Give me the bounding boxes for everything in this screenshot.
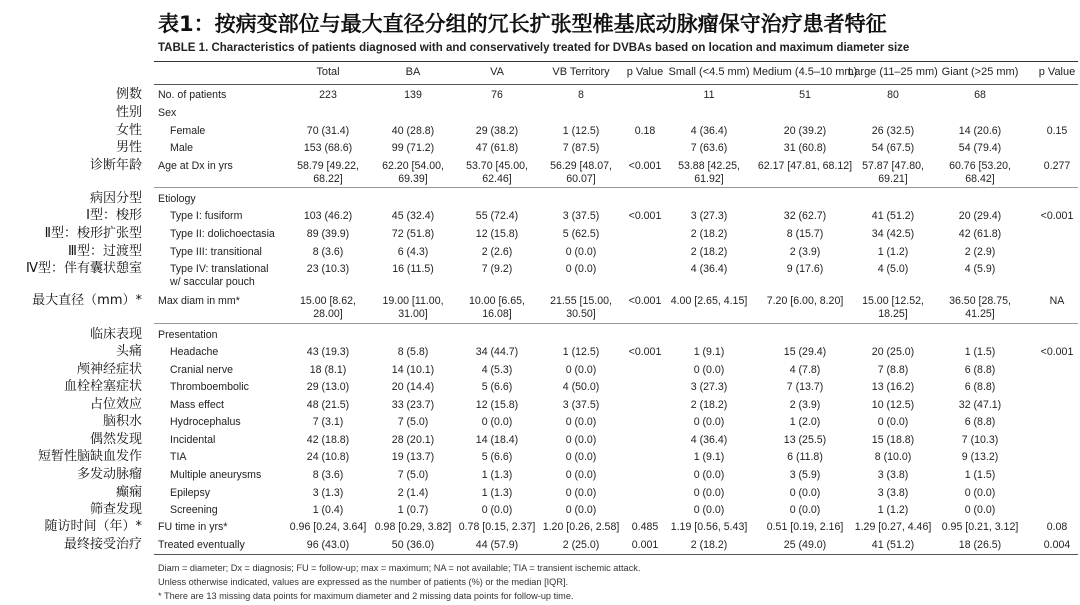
row-label: Hydrocephalus (170, 416, 241, 428)
column-header: p Value (626, 66, 664, 78)
table-cell: 8 (15.7) (786, 228, 824, 240)
table-cell: 139 (404, 89, 422, 101)
table-cell: 60.76 [53.20, (949, 160, 1011, 172)
table-cell: 2 (25.0) (562, 539, 600, 551)
table-cell: 0 (0.0) (693, 504, 725, 516)
column-header: Large (11–25 mm) (848, 66, 938, 78)
table-cell: 9 (17.6) (786, 263, 824, 275)
table-cell: 15 (18.8) (871, 434, 915, 446)
table-cell: 15.00 [12.52, (862, 295, 924, 307)
table-cell: 62.17 [47.81, 68.12] (757, 160, 853, 172)
table-cell: 0 (0.0) (565, 469, 597, 481)
table-cell: 29 (13.0) (306, 381, 350, 393)
table-cell: 7 (13.7) (786, 381, 824, 393)
table-cell: 3 (3.8) (877, 487, 909, 499)
table-cell: 28 (20.1) (391, 434, 435, 446)
table-cell: 7 (9.2) (481, 263, 513, 275)
column-header: VB Territory (552, 66, 610, 78)
table-cell: 0.485 (631, 521, 659, 533)
row-label: Cranial nerve (170, 364, 234, 376)
table-cell-continued: 30.50] (566, 308, 596, 320)
table-cell: 0 (0.0) (565, 487, 597, 499)
table-cell: 34 (42.5) (871, 228, 915, 240)
table-cell: 20 (25.0) (871, 346, 915, 358)
table-cell: 70 (31.4) (306, 125, 350, 137)
table-cell: <0.001 (628, 160, 662, 172)
table-cell: 3 (5.9) (789, 469, 821, 481)
table-cell: 2 (2.9) (964, 246, 996, 258)
table-cell: 153 (68.6) (303, 142, 353, 154)
table-cell: 26 (32.5) (871, 125, 915, 137)
table-cell: 7 (8.8) (877, 364, 909, 376)
row-label: Sex (158, 107, 177, 119)
column-header: Giant (>25 mm) (941, 66, 1019, 78)
table-cell: 0 (0.0) (789, 504, 821, 516)
table-cell: 1 (12.5) (562, 125, 600, 137)
table-cell: 72 (51.8) (391, 228, 435, 240)
table-cell: 103 (46.2) (303, 210, 353, 222)
row-label: Thromboembolic (170, 381, 249, 393)
table-cell: 32 (62.7) (783, 210, 827, 222)
bottom-rule (154, 554, 1078, 555)
table-cell: 0 (0.0) (693, 364, 725, 376)
table-cell: 3 (3.8) (877, 469, 909, 481)
table-cell: 48 (21.5) (306, 399, 350, 411)
table-cell-continued: 62.46] (482, 173, 512, 185)
table-cell: 3 (37.5) (562, 399, 600, 411)
table-cell: 31 (60.8) (783, 142, 827, 154)
table-cell: 5 (6.6) (481, 451, 513, 463)
chinese-annotation: 短暂性脑缺血发作 (37, 449, 142, 464)
table-cell-continued: 69.39] (398, 173, 428, 185)
table-cell: <0.001 (1040, 346, 1074, 358)
table-cell: 44 (57.9) (475, 539, 519, 551)
table-cell: 2 (18.2) (690, 539, 728, 551)
row-label: Treated eventually (158, 539, 245, 551)
row-label: Headache (170, 346, 219, 358)
row-label: Type II: dolichoectasia (170, 228, 275, 240)
column-header: VA (490, 66, 504, 78)
footnote-abbreviations: Diam = diameter; Dx = diagnosis; FU = follow-up; max = maximum; NA = not available; TIA = transient ischemic attack. (158, 563, 641, 573)
table-cell: 13 (25.5) (783, 434, 827, 446)
table-cell: 7.20 [6.00, 8.20] (766, 295, 844, 307)
table-cell: 18 (26.5) (958, 539, 1002, 551)
table-cell: 4 (5.0) (877, 263, 909, 275)
chinese-annotation: 多发动脉瘤 (76, 467, 142, 482)
chinese-annotation: 占位效应 (89, 397, 142, 412)
row-label: Presentation (158, 329, 218, 341)
table-cell: 7 (5.0) (397, 469, 429, 481)
table-cell: 0.277 (1043, 160, 1071, 172)
table-cell: 18 (8.1) (309, 364, 347, 376)
table-cell: 4 (36.4) (690, 434, 728, 446)
table-cell: 89 (39.9) (306, 228, 350, 240)
table-cell: 7 (63.6) (690, 142, 728, 154)
chinese-annotation: 脑积水 (102, 414, 142, 429)
table-cell: 5 (6.6) (481, 381, 513, 393)
section-divider (154, 187, 1078, 188)
table-cell: 6 (8.8) (964, 364, 996, 376)
chinese-annotation: 例数 (115, 87, 142, 102)
table-cell: 1 (2.0) (789, 416, 821, 428)
chinese-annotation: 女性 (115, 123, 142, 138)
table-header (0, 66, 1080, 82)
table-cell: 1 (1.2) (877, 504, 909, 516)
table-cell: 20 (39.2) (783, 125, 827, 137)
column-header: Small (<4.5 mm) (668, 66, 750, 78)
table-cell: 0 (0.0) (789, 487, 821, 499)
table-cell: 8 (5.8) (397, 346, 429, 358)
table-cell: 0.004 (1043, 539, 1071, 551)
table-cell: 14 (18.4) (475, 434, 519, 446)
table-cell: 8 (10.0) (874, 451, 912, 463)
chinese-annotation: 性别 (115, 105, 142, 120)
chinese-annotation: 男性 (115, 140, 142, 155)
table-cell: 43 (19.3) (306, 346, 350, 358)
table-cell: 0.18 (634, 125, 656, 137)
table-cell: 4 (5.3) (481, 364, 513, 376)
table-cell: 1 (9.1) (693, 451, 725, 463)
table-cell: 53.88 [42.25, (678, 160, 740, 172)
table-cell: 19 (13.7) (391, 451, 435, 463)
table-cell: 3 (27.3) (690, 381, 728, 393)
table-cell: 0.001 (631, 539, 659, 551)
table-cell: 12 (15.8) (475, 228, 519, 240)
table-cell: 7 (3.1) (312, 416, 344, 428)
english-title: TABLE 1. Characteristics of patients diagnosed with and conservatively treated for DVBAs based on location and maximum diameter size (158, 42, 910, 54)
table-cell: 10.00 [6.65, (469, 295, 525, 307)
chinese-annotation: Ⅲ型：过渡型 (68, 244, 142, 259)
table-cell: 19.00 [11.00, (382, 295, 444, 307)
table-cell: 13 (16.2) (871, 381, 915, 393)
column-header: BA (405, 66, 421, 78)
table-cell-continued: 61.92] (694, 173, 724, 185)
table-cell: 1 (1.5) (964, 469, 996, 481)
chinese-annotation: Ⅰ型：梭形 (86, 208, 142, 223)
table-cell: 0 (0.0) (877, 416, 909, 428)
table-cell: 1 (0.7) (397, 504, 429, 516)
chinese-annotation: 临床表现 (89, 327, 142, 342)
table-cell: 7 (87.5) (562, 142, 600, 154)
table-cell: <0.001 (628, 295, 662, 307)
table-cell: 96 (43.0) (306, 539, 350, 551)
table-cell: 25 (49.0) (783, 539, 827, 551)
column-header: Total (316, 66, 340, 78)
table-cell: 80 (887, 89, 899, 101)
table-cell: 1 (1.3) (481, 469, 513, 481)
table-cell: 0 (0.0) (565, 451, 597, 463)
table-cell: 4 (50.0) (562, 381, 600, 393)
table-cell: 4 (5.9) (964, 263, 996, 275)
table-cell: 42 (18.8) (306, 434, 350, 446)
row-label: Type III: transitional (170, 246, 262, 258)
table-cell: 0 (0.0) (565, 434, 597, 446)
chinese-annotation: 颅神经症状 (76, 362, 142, 377)
table-cell: 2 (1.4) (397, 487, 429, 499)
table-cell: <0.001 (628, 346, 662, 358)
row-label: Type IV: translational (170, 263, 269, 275)
table-cell: 24 (10.8) (306, 451, 350, 463)
table-cell: 15.00 [8.62, (300, 295, 356, 307)
footnote-missing: * There are 13 missing data points for maximum diameter and 2 missing data points for follow-up time. (158, 591, 574, 601)
chinese-annotation: 癫痫 (115, 485, 142, 500)
row-label: Mass effect (170, 399, 224, 411)
chinese-annotation: 诊断年龄 (89, 158, 142, 173)
table-cell: 0 (0.0) (481, 504, 513, 516)
table-cell: 0 (0.0) (964, 504, 996, 516)
table-cell: 51 (799, 89, 811, 101)
table-cell: 0 (0.0) (693, 469, 725, 481)
table-cell: 0 (0.0) (964, 487, 996, 499)
table-cell: 0 (0.0) (481, 416, 513, 428)
chinese-annotation: 最大直径（mm）* (32, 293, 142, 308)
row-label: No. of patients (158, 89, 227, 101)
table-cell: 7 (10.3) (961, 434, 999, 446)
table-cell: 0.96 [0.24, 3.64] (289, 521, 367, 533)
chinese-annotation: 最终接受治疗 (63, 537, 142, 552)
chinese-annotation: Ⅳ型：伴有囊状憩室 (26, 261, 142, 276)
table-cell: 20 (29.4) (958, 210, 1002, 222)
table-cell: 54 (79.4) (958, 142, 1002, 154)
row-label: Etiology (158, 193, 196, 205)
table-cell: 9 (13.2) (961, 451, 999, 463)
table-cell: <0.001 (1040, 210, 1074, 222)
table-cell: 29 (38.2) (475, 125, 519, 137)
table-cell: 34 (44.7) (475, 346, 519, 358)
table-cell: 1 (1.3) (481, 487, 513, 499)
table-cell: 0 (0.0) (565, 504, 597, 516)
column-header: Medium (4.5–10 mm) (752, 66, 858, 78)
row-label: Female (170, 125, 206, 137)
table-cell: 14 (10.1) (391, 364, 435, 376)
row-label: TIA (170, 451, 187, 463)
table-cell: 8 (3.6) (312, 469, 344, 481)
table-cell: 3 (37.5) (562, 210, 600, 222)
table-cell: 8 (578, 89, 584, 101)
table-cell-continued: 69.21] (878, 173, 908, 185)
table-cell: <0.001 (628, 210, 662, 222)
table-cell: 4 (7.8) (789, 364, 821, 376)
table-cell: 0.51 [0.19, 2.16] (766, 521, 844, 533)
table-cell: 5 (62.5) (562, 228, 600, 240)
table-cell: 32 (47.1) (958, 399, 1002, 411)
table-cell: 0 (0.0) (565, 263, 597, 275)
row-label: Max diam in mm* (158, 295, 240, 307)
row-label: Type I: fusiform (170, 210, 243, 222)
table-cell: 0 (0.0) (565, 416, 597, 428)
row-label: FU time in yrs* (158, 521, 228, 533)
table-cell: 2 (2.6) (481, 246, 513, 258)
table-cell: 16 (11.5) (392, 263, 434, 275)
table-cell-continued: 60.07] (566, 173, 596, 185)
table-cell: 223 (319, 89, 337, 101)
table-cell: 14 (20.6) (958, 125, 1002, 137)
table-cell: 4.00 [2.65, 4.15] (670, 295, 748, 307)
row-label-continued: w/ saccular pouch (170, 276, 255, 288)
header-rule (154, 84, 1078, 85)
table-cell: 2 (18.2) (690, 399, 728, 411)
table-cell: 99 (71.2) (391, 142, 435, 154)
table-cell: 6 (11.8) (787, 451, 823, 463)
table-cell: 8 (3.6) (312, 246, 344, 258)
table-cell: 15 (29.4) (783, 346, 827, 358)
table-cell: 36.50 [28.75, (949, 295, 1011, 307)
table-cell-continued: 68.42] (965, 173, 995, 185)
table-cell: 20 (14.4) (391, 381, 435, 393)
table-cell: 62.20 [54.00, (382, 160, 444, 172)
table-cell-continued: 31.00] (398, 308, 428, 320)
table-cell: 6 (4.3) (397, 246, 429, 258)
table-cell: 0.15 (1046, 125, 1068, 137)
table-cell: 1.29 [0.27, 4.46] (854, 521, 932, 533)
chinese-title: 表1：按病变部位与最大直径分组的冗长扩张型椎基底动脉瘤保守治疗患者特征 (158, 12, 887, 36)
row-label: Multiple aneurysms (170, 469, 262, 481)
table-cell: 2 (18.2) (690, 246, 728, 258)
table-cell: 1 (0.4) (312, 504, 344, 516)
table-cell: 0.95 [0.21, 3.12] (941, 521, 1019, 533)
table-cell: 1 (1.5) (964, 346, 996, 358)
table-cell: 1 (12.5) (562, 346, 600, 358)
row-label: Age at Dx in yrs (158, 160, 233, 172)
table-cell: 54 (67.5) (871, 142, 915, 154)
top-rule (154, 61, 1078, 62)
column-header: p Value (1038, 66, 1076, 78)
table-cell: 2 (18.2) (690, 228, 728, 240)
table-cell: 23 (10.3) (306, 263, 350, 275)
table-cell: 68 (974, 89, 986, 101)
table-cell: 53.70 [45.00, (466, 160, 528, 172)
table-cell: 45 (32.4) (391, 210, 435, 222)
chinese-annotation: 偶然发现 (89, 432, 142, 447)
table-cell: 41 (51.2) (871, 539, 915, 551)
table-cell-continued: 18.25] (878, 308, 908, 320)
table-cell: 57.87 [47.80, (862, 160, 924, 172)
chinese-annotation: 病因分型 (89, 191, 142, 206)
table-cell: 12 (15.8) (475, 399, 519, 411)
chinese-annotation: 血栓栓塞症状 (63, 379, 142, 394)
table-cell: 2 (3.9) (789, 399, 821, 411)
chinese-annotation: Ⅱ型：梭形扩张型 (44, 226, 142, 241)
table-cell: 1 (1.2) (877, 246, 909, 258)
table-cell: 11 (703, 89, 715, 101)
table-cell-continued: 41.25] (965, 308, 995, 320)
table-cell: 0 (0.0) (693, 416, 725, 428)
table-cell: 3 (27.3) (690, 210, 728, 222)
table-cell: 56.29 [48.07, (550, 160, 612, 172)
table-cell-continued: 16.08] (482, 308, 512, 320)
table-cell: 41 (51.2) (871, 210, 915, 222)
table-cell: 0.08 (1046, 521, 1068, 533)
chinese-annotation: 筛查发现 (89, 502, 142, 517)
table-cell: 50 (36.0) (391, 539, 435, 551)
table-cell: 76 (491, 89, 503, 101)
row-label: Screening (170, 504, 218, 516)
table-cell: 2 (3.9) (789, 246, 821, 258)
table-cell: 58.79 [49.22, (297, 160, 359, 172)
table-cell: 0.78 [0.15, 2.37] (458, 521, 536, 533)
section-divider (154, 323, 1078, 324)
table-cell: 6 (8.8) (964, 416, 996, 428)
table-cell: 55 (72.4) (475, 210, 519, 222)
table-cell: 0 (0.0) (693, 487, 725, 499)
table-cell: 1.19 [0.56, 5.43] (670, 521, 748, 533)
table-cell: 1.20 [0.26, 2.58] (542, 521, 620, 533)
table-cell-continued: 28.00] (313, 308, 343, 320)
table-cell: 40 (28.8) (391, 125, 435, 137)
table-cell: 0 (0.0) (565, 246, 597, 258)
table-cell: 3 (1.3) (312, 487, 344, 499)
footnote-values: Unless otherwise indicated, values are expressed as the number of patients (%) or the median [IQR]. (158, 577, 569, 587)
table-cell: 42 (61.8) (958, 228, 1002, 240)
chinese-annotation: 随访时间（年）* (44, 519, 142, 534)
table-cell: 4 (36.4) (690, 263, 728, 275)
table-cell: 33 (23.7) (391, 399, 435, 411)
table-cell: 1 (9.1) (693, 346, 725, 358)
table-cell: 4 (36.4) (690, 125, 728, 137)
table-cell: 10 (12.5) (871, 399, 915, 411)
chinese-annotation: 头痛 (115, 344, 142, 359)
table-cell: 47 (61.8) (475, 142, 519, 154)
row-label: Incidental (170, 434, 216, 446)
table-cell-continued: 68.22] (313, 173, 343, 185)
table-cell: NA (1049, 295, 1065, 307)
table-cell: 21.55 [15.00, (550, 295, 612, 307)
table-cell: 0.98 [0.29, 3.82] (374, 521, 452, 533)
row-label: Epilepsy (170, 487, 211, 499)
table-cell: 7 (5.0) (397, 416, 429, 428)
row-label: Male (170, 142, 193, 154)
table-cell: 0 (0.0) (565, 364, 597, 376)
table-cell: 6 (8.8) (964, 381, 996, 393)
